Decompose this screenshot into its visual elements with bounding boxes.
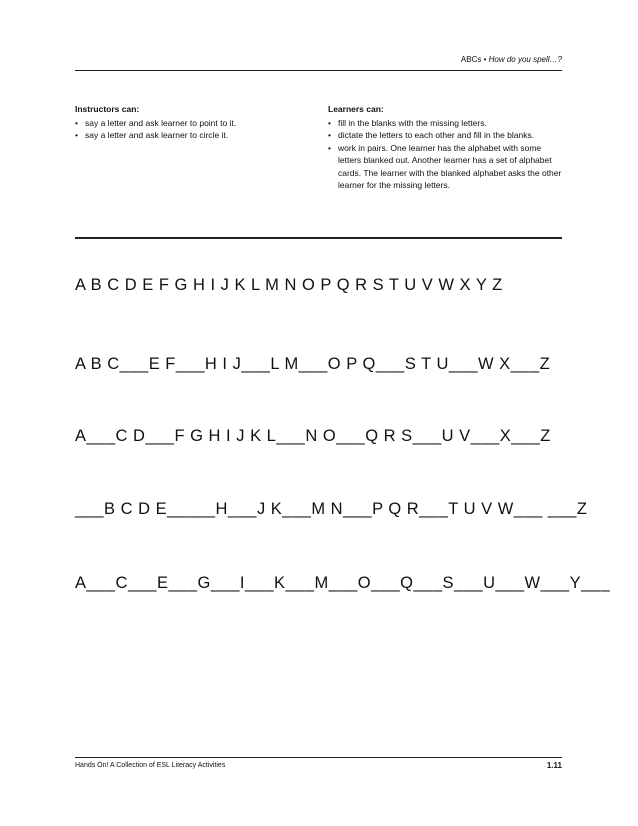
instructors-item: • say a letter and ask learner to circle it. <box>75 129 300 142</box>
footer-title: Hands On! A Collection of ESL Literacy Activities <box>75 762 226 769</box>
alphabet-row-full: A B C D E F G H I J K L M N O P Q R S T U V W X Y Z <box>75 276 503 294</box>
header-rule <box>75 70 562 71</box>
alphabet-row-blanks-3: ___B C D E_____H___J K___M N___P Q R___T U V W___ ___Z <box>75 500 588 518</box>
header-subtitle: How do you spell…? <box>488 55 562 64</box>
instructors-list <box>75 117 300 142</box>
header-separator: • <box>483 55 487 64</box>
learners-item: • work in pairs. One learner has the alphabet with some letters blanked out. Another learner has a set of alphabet cards. The learner with the blanked alphabet asks the other learner for the missing letters. <box>328 142 562 192</box>
alphabet-row-blanks-4: A___C___E___G___I___K___M___O___Q___S___U___W___Y___ <box>75 574 611 592</box>
page-header <box>75 55 562 64</box>
section-divider <box>75 237 562 239</box>
learners-item: • fill in the blanks with the missing letters. <box>328 117 562 130</box>
page-number: 1.11 <box>546 761 562 770</box>
footer-rule <box>75 757 562 758</box>
alphabet-row-blanks-2: A___C D___F G H I J K L___N O___Q R S___U V___X___Z <box>75 427 551 445</box>
learners-item: • dictate the letters to each other and fill in the blanks. <box>328 129 562 142</box>
instructors-item: • say a letter and ask learner to point to it. <box>75 117 300 130</box>
alphabet-row-blanks-1: A B C___E F___H I J___L M___O P Q___S T U___W X___Z <box>75 355 551 373</box>
learners-title: Learners can: <box>328 104 384 114</box>
learners-list <box>328 117 562 192</box>
learners-section <box>328 103 562 192</box>
header-section: ABCs <box>460 55 482 64</box>
instructors-title: Instructors can: <box>75 104 140 114</box>
instructors-section <box>75 103 300 142</box>
